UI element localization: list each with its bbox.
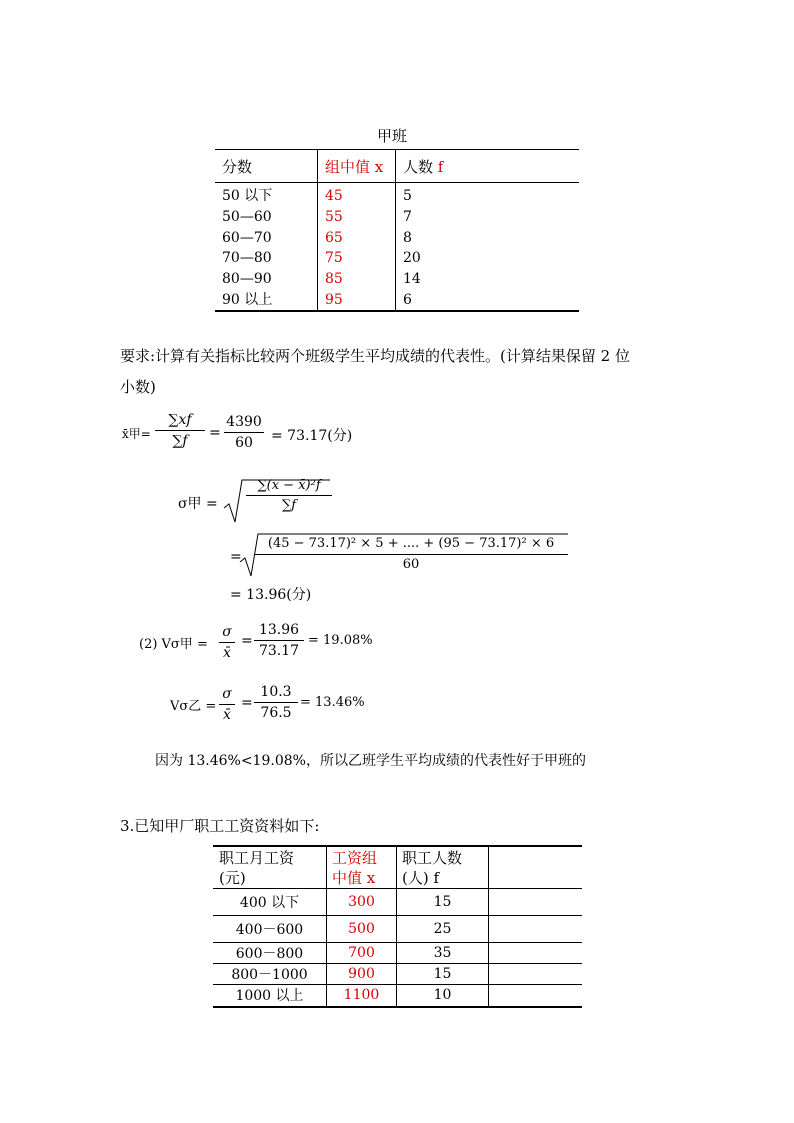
v2-equals: =: [241, 695, 253, 711]
v2-numerator-value: 10.3: [260, 684, 292, 700]
cell-midpoint: 75: [318, 248, 396, 269]
header-empty: [489, 846, 583, 889]
cell-workers: 15: [397, 889, 489, 916]
cell-midpoint: 900: [327, 964, 397, 985]
v2-denominator-value: 76.5: [254, 702, 298, 721]
table-row: [215, 269, 579, 290]
table-row: [215, 183, 579, 207]
cell-empty: [489, 964, 583, 985]
table-row: [213, 985, 582, 1007]
mean-result: = 73.17(分): [271, 428, 353, 444]
cell-count: 8: [396, 227, 580, 248]
table-row: [213, 964, 582, 985]
v2-result: = 13.46%: [300, 695, 365, 710]
table-row: [215, 289, 579, 311]
cell-midpoint: 85: [318, 269, 396, 290]
header-midpoint: 组中值 x: [318, 150, 396, 183]
cell-count: 14: [396, 269, 580, 290]
cell-workers: 35: [397, 943, 489, 964]
mean-numerator: ∑xf: [168, 412, 192, 428]
cell-midpoint: 500: [327, 916, 397, 943]
cell-salary: 1000 以上: [213, 985, 327, 1007]
cell-empty: [489, 985, 583, 1007]
mean-fraction-symbolic: [155, 412, 205, 449]
mean-denominator: ∑f: [155, 430, 205, 449]
requirement-line2: 小数): [120, 378, 156, 396]
salary-table: [213, 845, 582, 1008]
sigma-fraction-numeric: [254, 536, 568, 572]
cell-midpoint: 300: [327, 889, 397, 916]
cell-empty: [489, 943, 583, 964]
sigma-result: = 13.96(分): [230, 587, 312, 603]
cell-empty: [489, 889, 583, 916]
sigma-numerator-value: (45 − 73.17)² × 5 + .... + (95 − 73.17)² × 6: [267, 536, 555, 551]
v2-fraction-numeric: [254, 684, 298, 721]
mean-equals: =: [209, 425, 221, 441]
v1-numerator-value: 13.96: [258, 622, 300, 638]
sigma-denominator: ∑f: [246, 495, 332, 513]
table-row: [213, 889, 582, 916]
cell-score: 70—80: [222, 250, 272, 267]
cell-salary: 400 以下: [213, 889, 327, 916]
cell-score: 80—90: [222, 271, 272, 288]
header-workers-line2: (人) f: [402, 869, 440, 887]
cell-score: 60—70: [222, 229, 272, 246]
table-header-row: [213, 846, 582, 889]
header-count-f: f: [437, 157, 444, 176]
cell-midpoint: 1100: [327, 985, 397, 1007]
v1-fraction-symbolic: [219, 624, 235, 661]
cell-workers: 25: [397, 916, 489, 943]
cell-score: 50—60: [222, 209, 272, 226]
header-workers-line1: 职工人数: [402, 849, 463, 867]
sigma-lhs: σ甲 =: [178, 496, 218, 512]
table-header-row: [215, 150, 579, 183]
v1-fraction-numeric: [254, 622, 304, 659]
header-salary-line2: (元): [219, 869, 246, 887]
header-salary: [213, 846, 327, 889]
conclusion: 因为 13.46%<19.08%，所以乙班学生平均成绩的代表性好于甲班的: [155, 753, 586, 769]
table-row: [215, 227, 579, 248]
cell-midpoint: 65: [318, 227, 396, 248]
table1-title: 甲班: [377, 127, 408, 145]
cell-empty: [489, 916, 583, 943]
requirement-line1: 要求:计算有关指标比较两个班级学生平均成绩的代表性。(计算结果保留 2 位: [120, 347, 630, 365]
table-row: [213, 916, 582, 943]
table-row: [215, 248, 579, 269]
header-score: 分数: [215, 150, 318, 183]
v2-fraction-symbolic: [219, 686, 235, 723]
sigma-equals: =: [230, 549, 242, 565]
v2-label: Vσ乙 =: [170, 699, 217, 714]
cell-score: 90 以上: [215, 289, 318, 311]
class-a-score-table: [215, 149, 579, 312]
sigma-fraction-symbolic: [246, 478, 332, 513]
v1-result: = 19.08%: [308, 633, 373, 648]
mean-denominator-value: 60: [224, 432, 264, 451]
cell-midpoint: 700: [327, 943, 397, 964]
cell-salary: 800－1000: [213, 964, 327, 985]
mean-numerator-value: 4390: [226, 414, 262, 430]
cell-workers: 10: [397, 985, 489, 1007]
cell-midpoint: 95: [318, 289, 396, 311]
cell-salary: 400－600: [213, 916, 327, 943]
header-salary-line1: 职工月工资: [219, 849, 295, 867]
v1-equals: =: [241, 633, 253, 649]
table-row: [213, 943, 582, 964]
v1-numerator: σ: [222, 624, 232, 640]
header-workers: [397, 846, 489, 889]
cell-count: 5: [396, 183, 580, 207]
header-count: [396, 150, 580, 183]
cell-score: 50 以下: [222, 188, 273, 205]
cell-count: 7: [396, 207, 580, 228]
cell-count: 20: [396, 248, 580, 269]
cell-salary: 600－800: [213, 943, 327, 964]
v1-label: (2) Vσ甲 =: [139, 637, 208, 652]
mean-fraction-numeric: [224, 414, 264, 451]
header-count-label: 人数: [403, 157, 438, 176]
cell-midpoint: 45: [318, 183, 396, 207]
sigma-numerator: ∑(x − x̄)²f: [257, 478, 321, 493]
v2-numerator: σ: [222, 686, 232, 702]
cell-midpoint: 55: [318, 207, 396, 228]
v2-denominator: x̄: [219, 704, 235, 723]
header-midpoint: [327, 846, 397, 889]
header-midpoint-line2: 中值 x: [332, 869, 376, 887]
v1-denominator-value: 73.17: [254, 640, 304, 659]
table-row: [215, 207, 579, 228]
sigma-denominator-value: 60: [254, 554, 568, 572]
section3-heading: 3.已知甲厂职工工资资料如下:: [120, 817, 320, 835]
cell-count: 6: [396, 289, 580, 311]
mean-lhs: x̄甲=: [122, 427, 151, 441]
v1-denominator: x̄: [219, 642, 235, 661]
header-midpoint-line1: 工资组: [332, 849, 378, 867]
cell-workers: 15: [397, 964, 489, 985]
